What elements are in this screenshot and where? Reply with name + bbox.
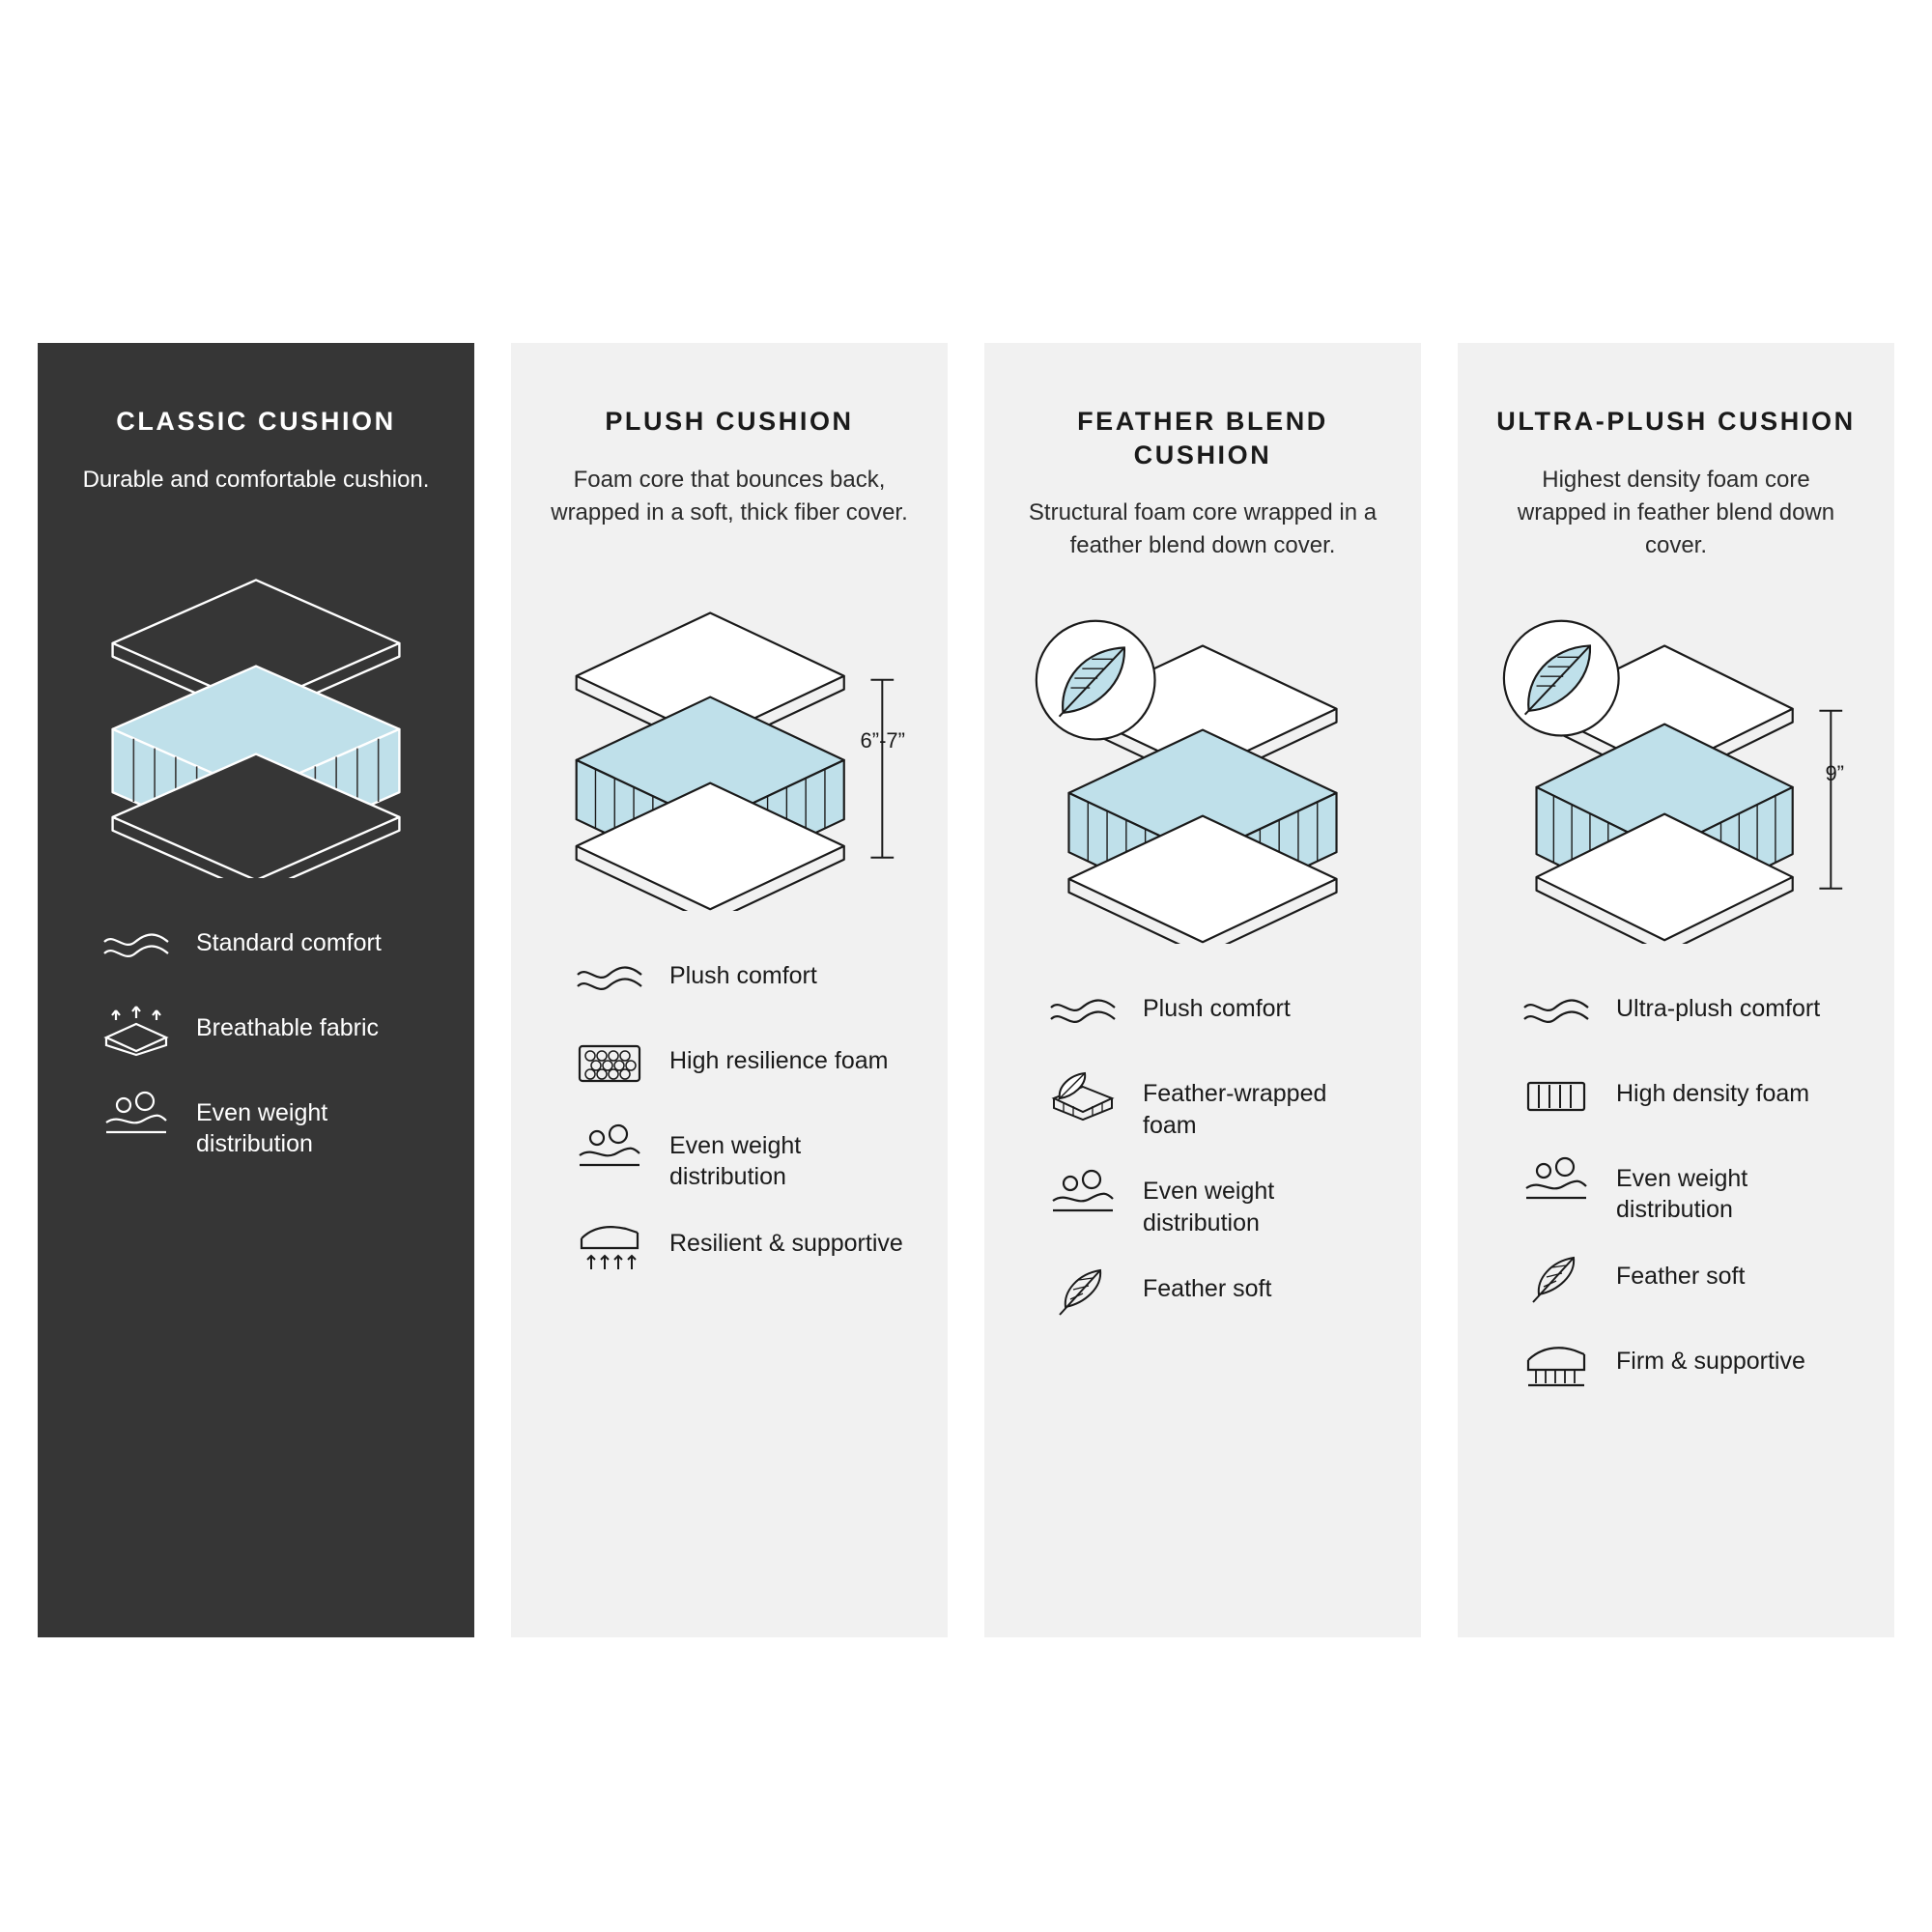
- even-weight-icon: [573, 1121, 646, 1177]
- feature-label: Feather soft: [1143, 1275, 1272, 1303]
- feature-label: Ultra-plush comfort: [1616, 994, 1821, 1022]
- feature-item: [573, 951, 911, 1010]
- feature-label: Feather soft: [1616, 1262, 1746, 1290]
- even-weight-icon: [1046, 1166, 1120, 1222]
- page-title: PLUSH CUSHION: [605, 407, 854, 436]
- feather-icon: [1046, 1264, 1120, 1320]
- wave-icon: [99, 918, 173, 974]
- feature-label: Plush comfort: [669, 961, 817, 989]
- card-description: Durable and comfortable cushion.: [82, 466, 430, 493]
- cushion-layer-diagram: [74, 526, 438, 902]
- support-arrows-icon: [573, 1218, 646, 1274]
- feather-icon: [1520, 1251, 1593, 1307]
- feature-list: [1494, 983, 1858, 1421]
- firm-support-icon: [1520, 1336, 1593, 1392]
- wave-icon: [1520, 983, 1593, 1039]
- feature-label: High resilience foam: [669, 1046, 889, 1074]
- wave-icon: [573, 951, 646, 1007]
- feather-wrapped-foam-icon: [1046, 1068, 1120, 1124]
- feature-item: [1046, 1068, 1384, 1141]
- wave-icon: [1046, 983, 1120, 1039]
- dimension-label: 6”-7”: [860, 727, 905, 753]
- even-weight-icon: [1520, 1153, 1593, 1209]
- breathable-fabric-icon: [99, 1003, 173, 1059]
- feature-label: Even weight distribution: [1616, 1164, 1748, 1224]
- feature-item: [1046, 1166, 1384, 1238]
- feature-label: Even weight distribution: [1143, 1178, 1275, 1236]
- feature-item: [99, 1088, 438, 1160]
- feature-label: Even weight distribution: [196, 1098, 328, 1158]
- high-density-foam-icon: [1520, 1068, 1593, 1124]
- card-description: Foam core that bounces back, wrapped in a soft, thick fiber cover.: [551, 466, 908, 526]
- feature-item: [1046, 983, 1384, 1043]
- feature-item: [1520, 1068, 1858, 1128]
- feature-item: [99, 918, 438, 978]
- leaf-badge-icon: [1037, 621, 1155, 740]
- leaf-badge-icon: [1504, 621, 1619, 736]
- feature-list: [548, 951, 911, 1303]
- feature-label: Firm & supportive: [1616, 1347, 1805, 1375]
- feature-label: Breathable fabric: [196, 1013, 380, 1041]
- feature-label: Plush comfort: [1143, 995, 1291, 1023]
- page-title: FEATHER BLEND CUSHION: [1077, 407, 1328, 469]
- cushion-card-classic[interactable]: [38, 343, 474, 1637]
- feature-label: Even weight distribution: [669, 1131, 802, 1191]
- cushion-layer-diagram: [1021, 591, 1384, 968]
- cushion-card-ultra-plush[interactable]: [1458, 343, 1894, 1637]
- page-title: ULTRA-PLUSH CUSHION: [1496, 407, 1856, 436]
- feature-item: [573, 1121, 911, 1193]
- feature-item: [1520, 1336, 1858, 1396]
- feature-item: [1520, 1251, 1858, 1311]
- cushion-layer-diagram: [1494, 591, 1858, 968]
- dimension-label: 9”: [1825, 760, 1844, 785]
- feature-label: High density foam: [1616, 1079, 1810, 1107]
- feature-label: Standard comfort: [196, 928, 382, 956]
- feature-item: [573, 1218, 911, 1278]
- card-description: Structural foam core wrapped in a feather blend down cover.: [1028, 499, 1378, 559]
- cushion-layer-diagram: [548, 558, 911, 935]
- feature-item: [1046, 1264, 1384, 1323]
- cushion-card-plush[interactable]: [511, 343, 948, 1637]
- feature-item: [99, 1003, 438, 1063]
- page-title: CLASSIC CUSHION: [116, 407, 396, 436]
- honeycomb-foam-icon: [573, 1036, 646, 1092]
- feature-item: [1520, 1153, 1858, 1226]
- card-description: Highest density foam core wrapped in feather blend down cover.: [1517, 466, 1835, 558]
- feature-list: [1021, 983, 1384, 1349]
- feature-item: [1520, 983, 1858, 1043]
- feature-item: [573, 1036, 911, 1095]
- feature-label: Resilient & supportive: [669, 1229, 903, 1257]
- feature-label: Feather-wrapped foam: [1143, 1080, 1327, 1139]
- cushion-card-feather-blend[interactable]: [984, 343, 1421, 1637]
- even-weight-icon: [99, 1088, 173, 1144]
- feature-list: [74, 918, 438, 1185]
